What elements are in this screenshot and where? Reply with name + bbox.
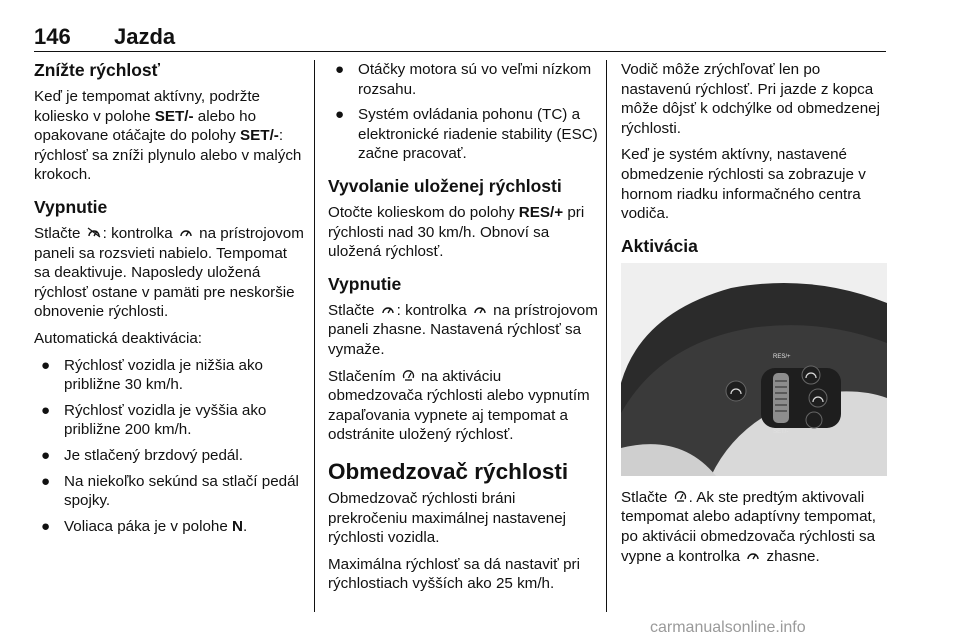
heading-switch-off: Vypnutie <box>34 196 108 217</box>
list-item: ● Voliaca páka je v polohe N. <box>41 517 248 535</box>
steering-wheel-controls-image <box>621 263 887 476</box>
recall-paragraph: Otočte kolieskom do polohy RES/+ pri rýchlosti nad 30 km/h. Obnoví sa uložená rýchlosť. <box>328 203 585 261</box>
column-2 <box>328 60 598 601</box>
list-item: ● Na niekoľko sekúnd sa stlačí pedál spojky. <box>41 472 299 510</box>
activation-paragraph: Stlačte . Ak ste predtým aktivovali tempomat alebo adaptívny tempomat, po aktivácii obmedzovača rýchlosti sa vypne a kontrolka zhasne. <box>621 488 876 565</box>
header-rule <box>34 51 886 52</box>
speed-limiter-icon <box>674 488 687 508</box>
list-item: ● Je stlačený brzdový pedál. <box>41 446 243 464</box>
cruise-cancel-icon <box>87 224 101 244</box>
reduce-speed-paragraph: Keď je tempomat aktívny, podržte koliesko v polohe SET/- alebo ho opakovane otáčajte do polohy SET/-: rýchlosť sa zníži plynulo alebo v malých krokoch. <box>34 88 302 184</box>
speed-limiter-icon <box>402 367 415 387</box>
list-item: ● Systém ovládania pohonu (TC) a elektronické riadenie stability (ESC) začne pracovať. <box>335 106 598 163</box>
res-plus-label: RES/+ <box>773 353 791 360</box>
list-item: ● Rýchlosť vozidla je vyššia ako približne 200 km/h. <box>41 401 267 439</box>
deactivation-list-continued <box>328 60 598 164</box>
column-divider-2 <box>606 60 607 612</box>
list-item: ● Otáčky motora sú vo veľmi nízkom rozsahu. <box>335 61 592 98</box>
cruise-control-indicator-icon <box>473 301 487 321</box>
heading-recall-speed: Vyvolanie uloženej rýchlosti <box>328 175 562 196</box>
column-divider-1 <box>314 60 315 612</box>
page-header <box>34 24 886 50</box>
limiter-paragraph-2: Maximálna rýchlosť sa dá nastaviť pri rýchlostiach vyšších ako 25 km/h. <box>328 555 580 593</box>
auto-deactivation-label: Automatická deaktivácia: <box>34 329 202 347</box>
auto-deactivation-list <box>34 356 304 537</box>
set-minus-label: SET/- <box>773 428 789 435</box>
column-3 <box>621 60 889 573</box>
list-item: ● Rýchlosť vozidla je nižšia ako približne 30 km/h. <box>41 356 264 394</box>
chapter-title: Jazda <box>114 24 176 49</box>
page-number: 146 <box>34 24 71 49</box>
heading-speed-limiter: Obmedzovač rýchlosti <box>328 458 569 484</box>
heading-reduce-speed: Znížte rýchlosť <box>34 60 161 80</box>
column-1 <box>34 60 304 542</box>
limiter-paragraph-1: Obmedzovač rýchlosti bráni prekročeniu maximálnej nastavenej rýchlosti vozidla. <box>328 489 567 547</box>
switch-off-paragraph-2: Stlačte : kontrolka na prístrojovom paneli zhasne. Nastavená rýchlosť sa vymaže. <box>328 301 598 358</box>
heading-switch-off-2: Vypnutie <box>328 273 402 294</box>
limiter-paragraph-3: Vodič môže zrýchľovať len po nastavenú rýchlosť. Pri jazde z kopca môže dôjsť k odchýlke od obmedzenej rýchlosti. <box>621 61 880 137</box>
cruise-control-indicator-icon <box>746 547 760 567</box>
watermark: carmanualsonline.info <box>650 619 806 636</box>
heading-activation: Aktivácia <box>621 235 698 256</box>
cruise-control-indicator-icon <box>179 224 193 244</box>
limiter-press-paragraph: Stlačením na aktiváciu obmedzovača rýchlosti alebo vypnutím zapaľovania vypnete aj tempomat a odstránite uložený rýchlosť. <box>328 367 590 444</box>
cruise-control-icon <box>381 301 395 321</box>
switch-off-paragraph: Stlačte : kontrolka na prístrojovom paneli sa rozsvieti nabielo. Tempomat sa deaktivuje. Naposledy uložená rýchlosť ostane v pamäti pre neskoršie obnovenie rýchlosti. <box>34 224 304 321</box>
limiter-paragraph-4: Keď je systém aktívny, nastavené obmedzenie rýchlosti sa zobrazuje v hornom riadku informačného centra vodiča. <box>621 146 866 223</box>
